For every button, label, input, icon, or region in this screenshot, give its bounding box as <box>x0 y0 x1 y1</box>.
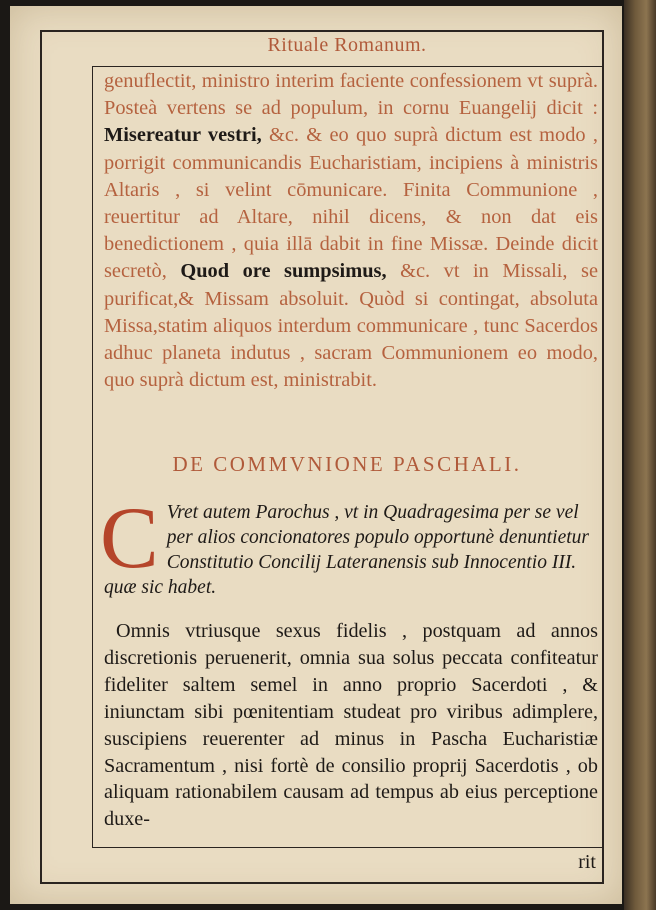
section-title: DE COMMVNIONE PASCHALI. <box>172 452 522 476</box>
prayer-incipit: Misereatur vestri, <box>104 124 262 147</box>
decree-text: Omnis vtriusque sexus fidelis , postquam ad annos discretionis peruenerit, omnia sua solus peccata confiteatur fideliter saltem semel in anno proprio Sacerdoti , & iniunctam sibi pœnitentiam studeat pro viribus adimplere, suscipiens reuerenter ad minus in Pascha Eucharistiæ Sacramentum , nisi fortè de consilio proprij Sacerdotis , ob aliquam rationabilem causam ad tempus ab eius perceptione duxe- <box>104 620 598 831</box>
rubric-paragraph <box>104 68 598 394</box>
rubric-text: genuflectit, ministro interim faciente confessionem vt suprà. Posteà vertens se ad populum, in cornu Euangelij dicit : <box>104 70 598 120</box>
running-head: Rituale Romanum. <box>267 34 427 56</box>
catchword: rit <box>578 851 596 873</box>
prayer-incipit: Quod ore sumpsimus, <box>180 260 387 283</box>
decree-paragraph <box>104 618 598 833</box>
drop-capital: C <box>100 490 159 587</box>
book-binding <box>624 0 656 910</box>
intro-paragraph <box>100 490 598 600</box>
rubric-text: &c. & eo quo suprà dictum est modo , porrigit communicandis Eucharistiam, incipiens à ministris Altaris , si velint cōmunicare. Finita Communione , reuertitur ad Altare, nihil dicens, & non dat eis benedictionem , quia illā dabit in fine Missæ. Deinde dicit secretò, <box>104 124 598 283</box>
intro-text: Vret autem Parochus , vt in Quadragesima per se vel per alios concionatores populo opportunè denuntietur Constitutio Concilij Lateranensis sub Innocentio III. quæ sic habet. <box>104 502 589 598</box>
rubric-text: &c. vt in Missali, se purificat,& Missam absoluit. Quòd si contingat, absoluta Missa,statim aliquos interdum communicare , tunc Sacerdos adhuc planeta indutus , sacram Communionem eo modo, quo suprà dictum est, ministrabit. <box>104 260 598 392</box>
